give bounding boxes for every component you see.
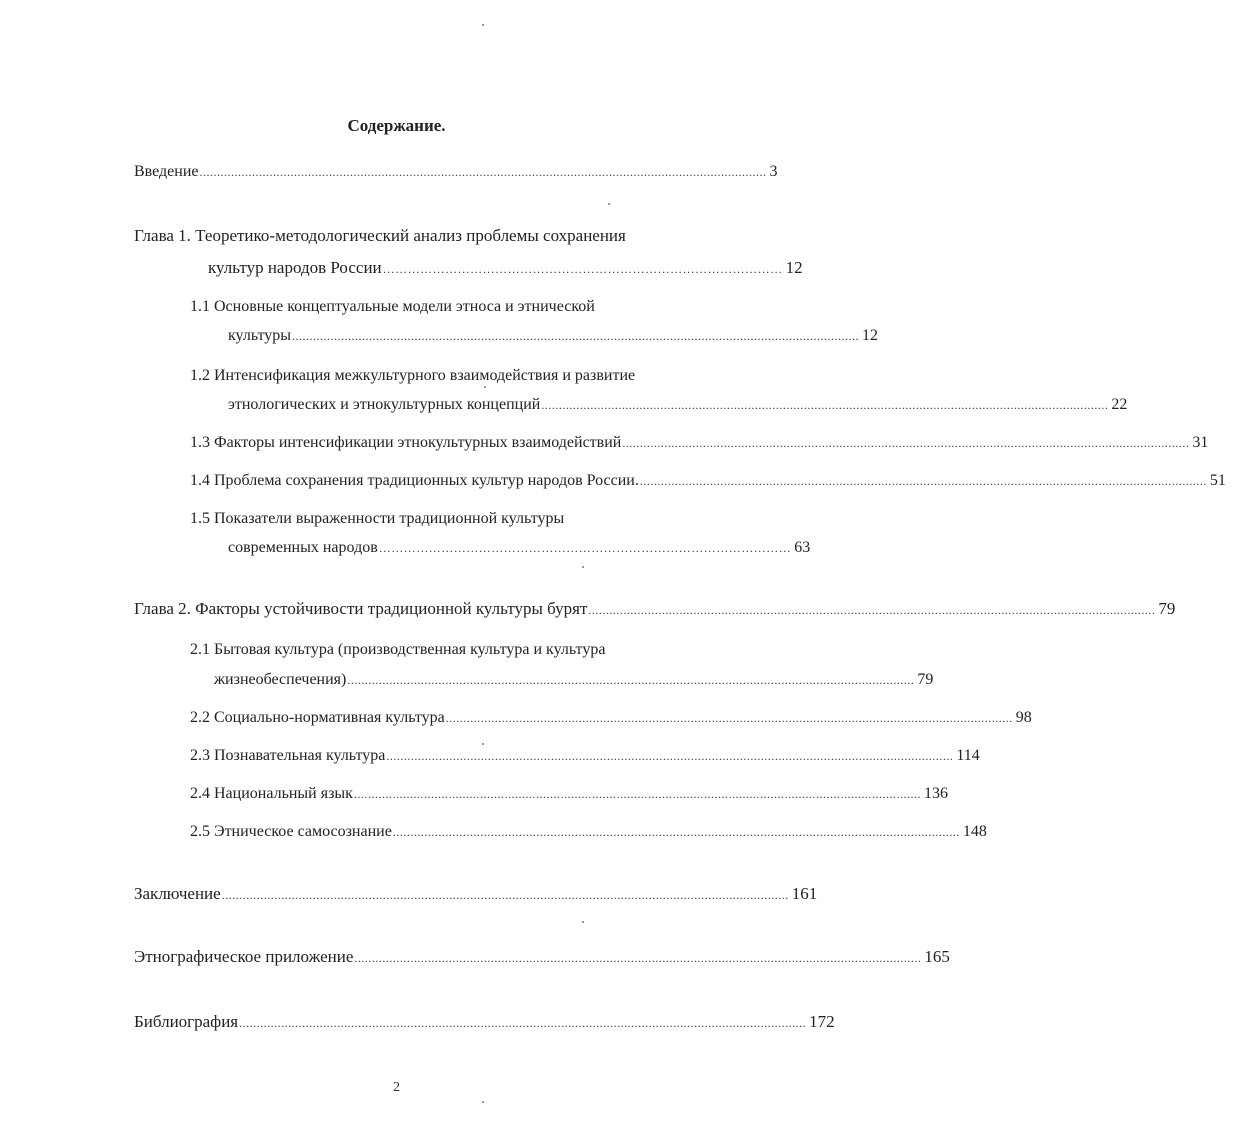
toc-entry-text: Библиография: [134, 1012, 239, 1031]
leader-dots: ..................................................................................................................................................................: [445, 711, 1013, 725]
scan-speck: [482, 743, 484, 745]
toc-entry-text-line1: 1.5 Показатели выраженности традиционной культуры: [190, 510, 565, 527]
scan-speck: [482, 24, 484, 26]
toc-entry-page: 12: [862, 327, 879, 344]
scan-speck: [484, 386, 486, 388]
toc-entry-page: 114: [956, 747, 980, 764]
toc-entry-text: 2.3 Познавательная культура: [190, 747, 386, 764]
toc-entry-page: 98: [1015, 709, 1032, 726]
leader-dots: ..................................................................................................................................................................: [354, 951, 922, 965]
toc-entry-text-line1: 1.1 Основные концептуальные модели этноса и этнической: [190, 298, 595, 315]
toc-entry-page: 51: [1209, 472, 1226, 489]
leader-dots: ..................................................................................................................................................................: [622, 436, 1190, 450]
toc-entry-introduction: [134, 162, 778, 182]
toc-entry-text-line1: 2.1 Бытовая культура (производственная культура и культура: [190, 641, 606, 658]
toc-entry-page: 165: [924, 947, 950, 966]
leader-dots: ..................................................................................................................................................................: [239, 1016, 807, 1030]
toc-entry-text: этнологических и этнокультурных концепций: [228, 396, 541, 413]
toc-entry-chapter-1: [134, 226, 803, 279]
toc-entry-text: современных народов: [228, 539, 378, 556]
toc-entry-text: Этнографическое приложение: [134, 947, 354, 966]
scan-speck: [582, 921, 584, 923]
toc-entry-text: 2.5 Этническое самосознание: [190, 823, 392, 840]
toc-entry-text: 1.3 Факторы интенсификации этнокультурных взаимодействий: [190, 434, 622, 451]
toc-entry-2-1: [190, 640, 934, 690]
toc-entry-text: Глава 2. Факторы устойчивости традиционной культуры бурят: [134, 599, 588, 618]
toc-entry-text: культур народов России: [208, 258, 382, 277]
toc-entry-1-1: [190, 297, 879, 346]
toc-entry-appendix: [134, 947, 950, 968]
page-number: 2: [393, 1080, 400, 1095]
toc-entry-2-2: [190, 708, 1032, 728]
toc-entry-text: культуры: [228, 327, 292, 344]
toc-entry-chapter-2: [134, 599, 1176, 620]
scan-speck: [608, 203, 610, 205]
toc-entry-text-line1: 1.2 Интенсификация межкультурного взаимодействия и развитие: [190, 367, 636, 384]
toc-entry-1-5: [190, 509, 811, 558]
scan-speck: [582, 566, 584, 568]
toc-entry-page: 148: [962, 823, 987, 840]
toc-entry-page: 172: [809, 1012, 835, 1031]
toc-entry-text: 2.2 Социально-нормативная культура: [190, 709, 445, 726]
toc-entry-page: 3: [769, 163, 778, 180]
toc-entry-2-4: [190, 784, 948, 804]
leader-dots: ..................................................................................................................................................................: [386, 749, 954, 763]
toc-entry-page: 136: [923, 785, 948, 802]
leader-dots: ..................................................................................................................................................................: [199, 165, 767, 179]
toc-entry-page: 22: [1111, 396, 1128, 413]
toc-entry-text: 2.4 Национальный язык: [190, 785, 353, 802]
toc-entry-page: 31: [1192, 434, 1209, 451]
toc-entry-1-4: [190, 471, 1226, 491]
toc-entry-text: Введение: [134, 163, 199, 180]
toc-entry-page: 79: [1158, 599, 1176, 618]
leader-dots: ..................................................................................................................................................................: [221, 888, 789, 902]
leader-dots: ………………………………………………………………………………………: [378, 541, 792, 555]
leader-dots: ..................................................................................................................................................................: [392, 825, 960, 839]
toc-entry-text: Заключение: [134, 884, 221, 903]
toc-entry-conclusion: [134, 884, 818, 905]
toc-entry-page: 79: [917, 671, 934, 688]
toc-entry-text: 1.4 Проблема сохранения традиционных культур народов России.: [190, 472, 639, 489]
toc-entry-page: 63: [794, 539, 811, 556]
leader-dots: ..................................................................................................................................................................: [347, 673, 915, 687]
toc-entry-text: жизнеобеспечения): [214, 671, 347, 688]
leader-dots: ……………………………………………………………………………………: [382, 262, 783, 276]
page-title: Содержание.: [347, 116, 446, 135]
toc-entry-bibliography: [134, 1012, 835, 1033]
leader-dots: ..................................................................................................................................................................: [292, 329, 860, 343]
leader-dots: ..................................................................................................................................................................: [639, 474, 1207, 488]
toc-entry-2-5: [190, 822, 987, 842]
toc-entry-1-2: [190, 366, 1128, 415]
toc-entry-page: 12: [785, 258, 803, 277]
toc-entry-text-line1: Глава 1. Теоретико-методологический анализ проблемы сохранения: [134, 226, 626, 245]
toc-entry-1-3: [190, 433, 1209, 453]
leader-dots: ..................................................................................................................................................................: [353, 787, 921, 801]
leader-dots: ..................................................................................................................................................................: [541, 398, 1109, 412]
leader-dots: ..................................................................................................................................................................: [588, 603, 1156, 617]
scan-speck: [482, 1101, 484, 1103]
toc-entry-page: 161: [791, 884, 818, 903]
toc-entry-2-3: [190, 746, 980, 766]
